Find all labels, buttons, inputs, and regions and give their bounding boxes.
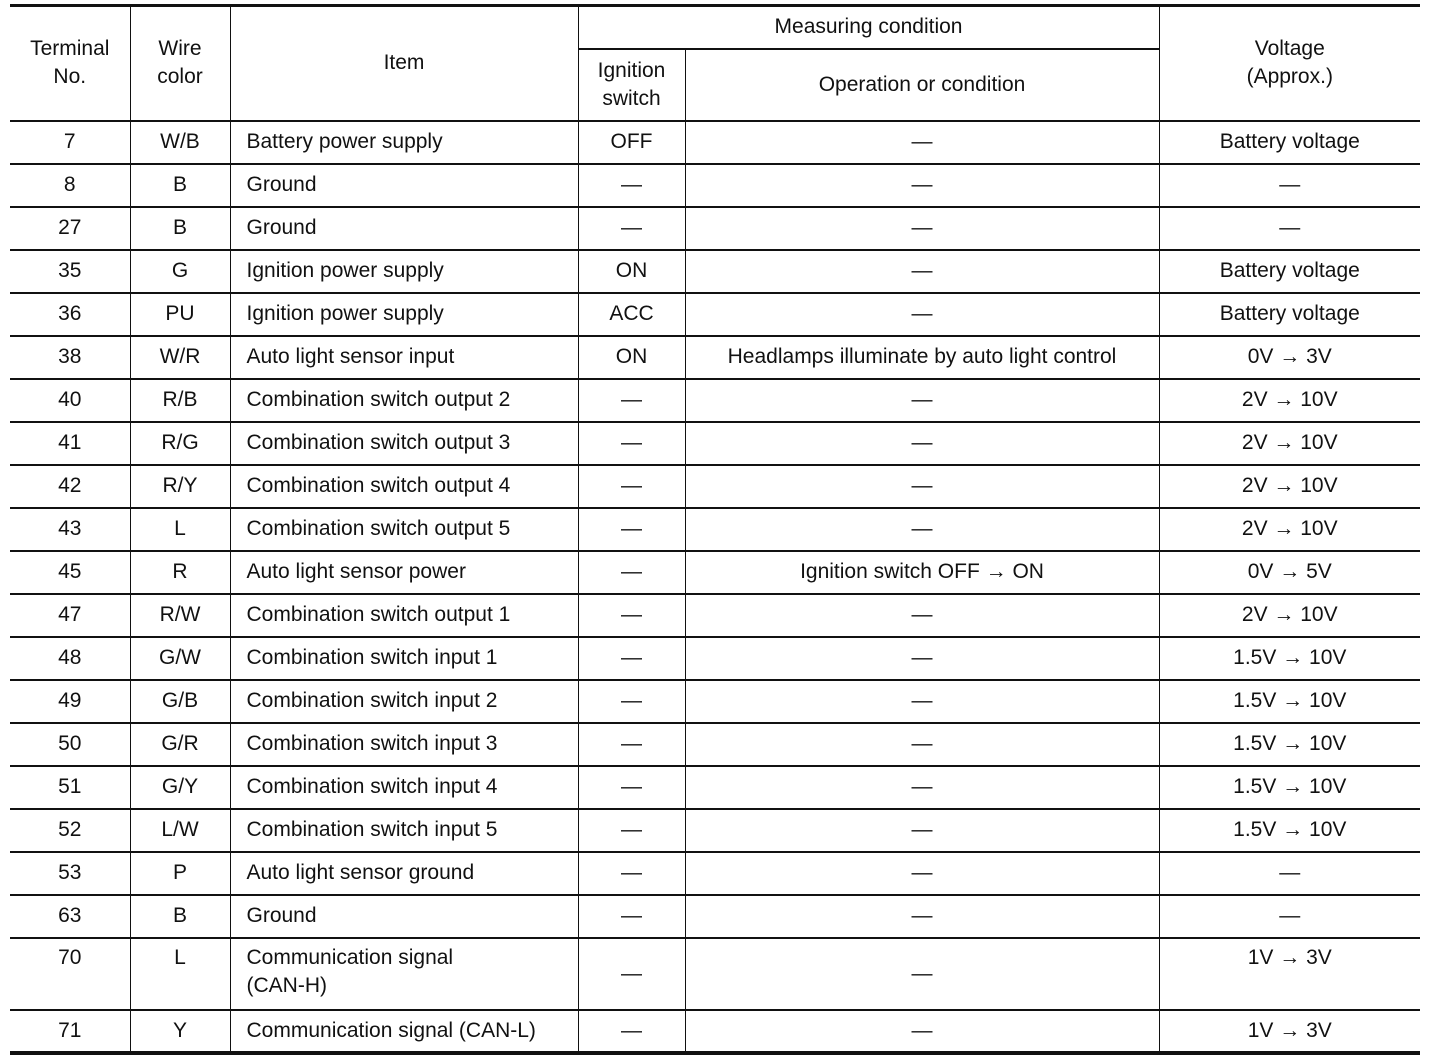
table-header [10, 6, 1420, 121]
cell-voltage: 2V → 10V [1159, 465, 1420, 508]
cell-voltage: Battery voltage [1159, 121, 1420, 164]
header-wire-color: Wire color [130, 6, 230, 121]
cell-item: Combination switch input 2 [230, 680, 578, 723]
cell-terminal: 8 [10, 164, 130, 207]
table-row [10, 852, 1420, 895]
cell-terminal: 52 [10, 809, 130, 852]
cell-ignition-switch: — [578, 938, 685, 1010]
table-row [10, 551, 1420, 594]
table-row [10, 207, 1420, 250]
cell-operation: Ignition switch OFF → ON [685, 551, 1159, 594]
cell-terminal: 41 [10, 422, 130, 465]
cell-voltage: 2V → 10V [1159, 379, 1420, 422]
table-row [10, 1010, 1420, 1053]
table-row [10, 293, 1420, 336]
cell-operation: — [685, 1010, 1159, 1053]
cell-voltage: — [1159, 164, 1420, 207]
table-row [10, 508, 1420, 551]
cell-wire-color: W/R [130, 336, 230, 379]
cell-terminal: 48 [10, 637, 130, 680]
cell-operation: — [685, 422, 1159, 465]
cell-operation: Headlamps illuminate by auto light control [685, 336, 1159, 379]
cell-terminal: 43 [10, 508, 130, 551]
cell-operation: — [685, 766, 1159, 809]
header-item: Item [230, 6, 578, 121]
cell-item: Ground [230, 164, 578, 207]
cell-item: Combination switch output 4 [230, 465, 578, 508]
cell-item: Ignition power supply [230, 293, 578, 336]
cell-voltage: Battery voltage [1159, 250, 1420, 293]
cell-item: Combination switch input 4 [230, 766, 578, 809]
cell-wire-color: B [130, 895, 230, 938]
table-row [10, 895, 1420, 938]
cell-ignition-switch: — [578, 723, 685, 766]
cell-terminal: 49 [10, 680, 130, 723]
header-operation-or-condition: Operation or condition [685, 49, 1159, 121]
cell-voltage: — [1159, 852, 1420, 895]
cell-item: Combination switch input 5 [230, 809, 578, 852]
cell-ignition-switch: — [578, 465, 685, 508]
cell-item: Battery power supply [230, 121, 578, 164]
cell-voltage: 1V → 3V [1159, 938, 1420, 1010]
cell-operation: — [685, 207, 1159, 250]
cell-operation: — [685, 637, 1159, 680]
table-row [10, 379, 1420, 422]
table-row [10, 938, 1420, 1010]
cell-voltage: — [1159, 207, 1420, 250]
cell-terminal: 7 [10, 121, 130, 164]
cell-ignition-switch: — [578, 508, 685, 551]
header-voltage: Voltage (Approx.) [1159, 6, 1420, 121]
table-body [10, 121, 1420, 1053]
cell-wire-color: B [130, 164, 230, 207]
header-terminal-no: Terminal No. [10, 6, 130, 121]
cell-operation: — [685, 293, 1159, 336]
cell-ignition-switch: — [578, 809, 685, 852]
cell-terminal: 38 [10, 336, 130, 379]
cell-wire-color: R/W [130, 594, 230, 637]
cell-voltage: 1.5V → 10V [1159, 723, 1420, 766]
cell-item: Auto light sensor input [230, 336, 578, 379]
cell-ignition-switch: — [578, 680, 685, 723]
cell-wire-color: Y [130, 1010, 230, 1053]
cell-operation: — [685, 852, 1159, 895]
cell-operation: — [685, 809, 1159, 852]
cell-wire-color: R/G [130, 422, 230, 465]
cell-terminal: 63 [10, 895, 130, 938]
table-row [10, 121, 1420, 164]
cell-wire-color: PU [130, 293, 230, 336]
cell-wire-color: R/Y [130, 465, 230, 508]
cell-terminal: 50 [10, 723, 130, 766]
table-row [10, 336, 1420, 379]
cell-wire-color: G/R [130, 723, 230, 766]
cell-operation: — [685, 895, 1159, 938]
cell-wire-color: G/B [130, 680, 230, 723]
terminal-voltage-table [10, 4, 1420, 1055]
cell-item: Ground [230, 207, 578, 250]
cell-voltage: 1V → 3V [1159, 1010, 1420, 1053]
cell-ignition-switch: — [578, 766, 685, 809]
cell-wire-color: G/W [130, 637, 230, 680]
cell-ignition-switch: — [578, 1010, 685, 1053]
cell-ignition-switch: ACC [578, 293, 685, 336]
cell-item: Combination switch input 1 [230, 637, 578, 680]
cell-item: Combination switch output 3 [230, 422, 578, 465]
cell-ignition-switch: — [578, 207, 685, 250]
cell-terminal: 40 [10, 379, 130, 422]
cell-ignition-switch: — [578, 637, 685, 680]
cell-ignition-switch: — [578, 551, 685, 594]
cell-terminal: 51 [10, 766, 130, 809]
cell-item: Ground [230, 895, 578, 938]
cell-voltage: — [1159, 895, 1420, 938]
cell-item: Communication signal (CAN-L) [230, 1010, 578, 1053]
cell-operation: — [685, 164, 1159, 207]
cell-operation: — [685, 594, 1159, 637]
cell-terminal: 45 [10, 551, 130, 594]
cell-voltage: 0V → 5V [1159, 551, 1420, 594]
cell-item: Combination switch input 3 [230, 723, 578, 766]
cell-voltage: 1.5V → 10V [1159, 680, 1420, 723]
cell-wire-color: G [130, 250, 230, 293]
cell-operation: — [685, 465, 1159, 508]
table-row [10, 594, 1420, 637]
cell-operation: — [685, 938, 1159, 1010]
cell-ignition-switch: — [578, 164, 685, 207]
cell-ignition-switch: — [578, 852, 685, 895]
cell-ignition-switch: — [578, 422, 685, 465]
table-row [10, 637, 1420, 680]
cell-terminal: 27 [10, 207, 130, 250]
header-measuring-condition: Measuring condition [578, 6, 1159, 49]
cell-voltage: 1.5V → 10V [1159, 766, 1420, 809]
cell-terminal: 71 [10, 1010, 130, 1053]
cell-voltage: 2V → 10V [1159, 508, 1420, 551]
cell-item: Combination switch output 5 [230, 508, 578, 551]
table-row [10, 164, 1420, 207]
cell-operation: — [685, 379, 1159, 422]
cell-wire-color: L [130, 508, 230, 551]
cell-item: Communication signal (CAN-H) [230, 938, 578, 1010]
header-ignition-switch: Ignition switch [578, 49, 685, 121]
cell-ignition-switch: ON [578, 250, 685, 293]
table-row [10, 809, 1420, 852]
cell-wire-color: L [130, 938, 230, 1010]
cell-voltage: 1.5V → 10V [1159, 809, 1420, 852]
cell-operation: — [685, 680, 1159, 723]
cell-terminal: 70 [10, 938, 130, 1010]
cell-wire-color: L/W [130, 809, 230, 852]
cell-wire-color: R/B [130, 379, 230, 422]
cell-item: Auto light sensor power [230, 551, 578, 594]
cell-operation: — [685, 121, 1159, 164]
cell-voltage: 2V → 10V [1159, 594, 1420, 637]
table-row [10, 422, 1420, 465]
cell-operation: — [685, 250, 1159, 293]
table-row [10, 723, 1420, 766]
cell-terminal: 42 [10, 465, 130, 508]
cell-wire-color: W/B [130, 121, 230, 164]
cell-terminal: 47 [10, 594, 130, 637]
cell-voltage: 0V → 3V [1159, 336, 1420, 379]
table-row [10, 680, 1420, 723]
cell-voltage: 2V → 10V [1159, 422, 1420, 465]
cell-ignition-switch: ON [578, 336, 685, 379]
table-row [10, 766, 1420, 809]
cell-ignition-switch: — [578, 379, 685, 422]
cell-wire-color: R [130, 551, 230, 594]
cell-terminal: 53 [10, 852, 130, 895]
cell-operation: — [685, 723, 1159, 766]
cell-ignition-switch: — [578, 594, 685, 637]
cell-ignition-switch: — [578, 895, 685, 938]
terminal-table-container [10, 4, 1420, 1055]
cell-item: Combination switch output 1 [230, 594, 578, 637]
cell-wire-color: G/Y [130, 766, 230, 809]
cell-wire-color: P [130, 852, 230, 895]
table-row [10, 465, 1420, 508]
cell-wire-color: B [130, 207, 230, 250]
cell-voltage: 1.5V → 10V [1159, 637, 1420, 680]
cell-item: Combination switch output 2 [230, 379, 578, 422]
cell-item: Auto light sensor ground [230, 852, 578, 895]
cell-terminal: 36 [10, 293, 130, 336]
cell-operation: — [685, 508, 1159, 551]
cell-terminal: 35 [10, 250, 130, 293]
cell-ignition-switch: OFF [578, 121, 685, 164]
cell-item: Ignition power supply [230, 250, 578, 293]
table-row [10, 250, 1420, 293]
cell-voltage: Battery voltage [1159, 293, 1420, 336]
